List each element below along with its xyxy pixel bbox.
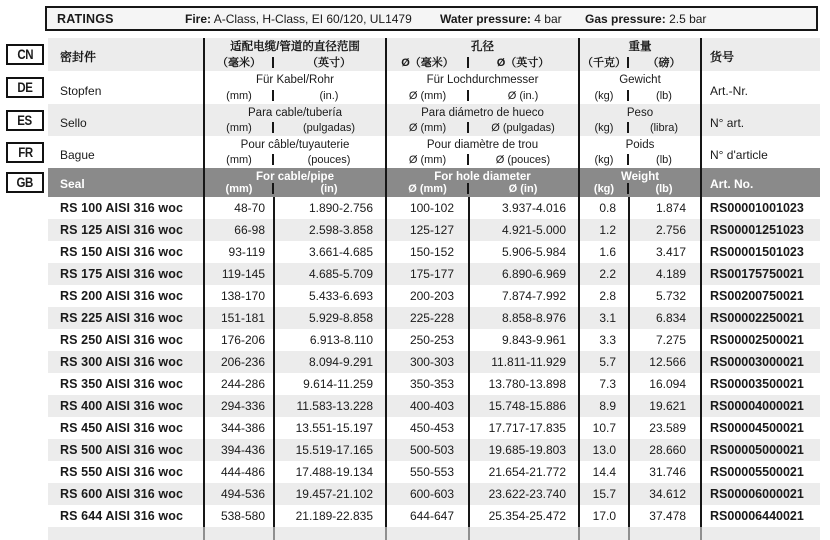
units-divider [467, 183, 469, 194]
table-row [48, 351, 820, 373]
weight-lb-cell: 3.417 [628, 241, 700, 263]
hole-mm-cell: 200-203 [385, 285, 468, 307]
art-no-cell: RS00001501023 [700, 241, 820, 263]
cable-mm-cell: 206-236 [203, 351, 273, 373]
header-units-cable-pipe [205, 57, 385, 69]
table-row [48, 439, 820, 461]
cable-mm-cell: 48-70 [203, 197, 273, 219]
header-unit-imperial: (libra) [649, 122, 679, 134]
seal-name-cell: RS 100 AISI 316 woc [60, 201, 184, 215]
table-row [48, 505, 820, 527]
header-unit-imperial: (pouces) [307, 154, 351, 166]
rating-gas-key: Gas pressure: [585, 11, 666, 26]
cable-in-cell: 5.433-6.693 [273, 285, 385, 307]
art-no-cell: RS00004000021 [700, 395, 820, 417]
header-units-hole-diameter [387, 90, 578, 102]
art-no-cell: RS00001251023 [700, 219, 820, 241]
header-unit-imperial: （英寸） [307, 57, 351, 69]
header-unit-metric: Ø (mm) [408, 90, 447, 102]
cable-in-cell: 17.488-19.134 [273, 461, 385, 483]
header-group-cable-pipe [203, 136, 385, 168]
hole-mm-cell: 250-253 [385, 329, 468, 351]
header-unit-metric: Ø (mm) [408, 154, 447, 166]
weight-lb-cell: 2.756 [628, 219, 700, 241]
art-no-cell: RS00002250021 [700, 307, 820, 329]
hole-in-cell: 5.906-5.984 [468, 241, 578, 263]
hole-in-cell: 15.748-15.886 [468, 395, 578, 417]
hole-in-cell: 23.622-23.740 [468, 483, 578, 505]
cable-in-cell: 6.913-8.110 [273, 329, 385, 351]
units-divider [467, 154, 469, 165]
header-group-label-hole-diameter: 孔径 [471, 41, 494, 53]
weight-kg-cell: 10.7 [578, 417, 628, 439]
header-unit-metric: (mm) [226, 90, 252, 102]
hole-in-cell: 11.811-11.929 [468, 351, 578, 373]
header-group-label-hole-diameter: Pour diamètre de trou [426, 139, 539, 151]
hole-mm-cell: 125-127 [385, 219, 468, 241]
header-unit-metric: Ø (mm) [408, 122, 447, 134]
spec-table [48, 38, 820, 540]
header-group-hole-diameter [385, 104, 578, 136]
table-row [48, 483, 820, 505]
rating-gas-pressure [585, 12, 816, 26]
footer-strip-cell [578, 527, 628, 540]
header-group-hole-diameter [385, 136, 578, 168]
hole-in-cell: 17.717-17.835 [468, 417, 578, 439]
header-unit-imperial: Ø (pouces) [495, 154, 551, 166]
weight-kg-cell: 1.6 [578, 241, 628, 263]
weight-lb-cell: 7.275 [628, 329, 700, 351]
weight-kg-cell: 3.3 [578, 329, 628, 351]
hole-mm-cell: 350-353 [385, 373, 468, 395]
footer-strip-cell [273, 527, 385, 540]
header-unit-metric: (mm) [225, 183, 253, 195]
seal-name-cell: RS 225 AISI 316 woc [60, 311, 184, 325]
header-group-label-weight: Peso [626, 107, 654, 119]
header-units-hole-diameter [387, 57, 578, 69]
seal-column-header: Seal [60, 177, 85, 191]
weight-kg-cell: 0.8 [578, 197, 628, 219]
header-unit-metric: Ø (mm) [408, 183, 447, 195]
language-badge-es [6, 110, 44, 131]
weight-kg-cell: 1.2 [578, 219, 628, 241]
badge-slot [6, 38, 46, 71]
weight-lb-cell: 23.589 [628, 417, 700, 439]
header-unit-metric: (kg) [594, 154, 614, 166]
seal-column-header: Bague [60, 148, 95, 162]
rating-fire-value: A-Class, H-Class, EI 60/120, UL1479 [213, 11, 412, 26]
hole-in-cell: 19.685-19.803 [468, 439, 578, 461]
hole-mm-cell: 300-303 [385, 351, 468, 373]
hole-in-cell: 9.843-9.961 [468, 329, 578, 351]
header-group-weight [578, 71, 700, 104]
header-group-label-hole-diameter: Para diámetro de hueco [421, 107, 544, 119]
hole-mm-cell: 644-647 [385, 505, 468, 527]
header-unit-imperial: Ø (in.) [507, 90, 539, 102]
seal-name-cell: RS 300 AISI 316 woc [60, 355, 184, 369]
art-no-column-header: 货号 [700, 38, 820, 71]
table-row [48, 373, 820, 395]
units-divider [627, 122, 629, 133]
header-unit-metric: (kg) [594, 122, 614, 134]
language-badge-label: FR [17, 144, 33, 160]
weight-kg-cell: 7.3 [578, 373, 628, 395]
art-no-cell: RS00005500021 [700, 461, 820, 483]
header-group-hole-diameter [385, 71, 578, 104]
header-units-cable-pipe [205, 183, 385, 195]
cable-mm-cell: 151-181 [203, 307, 273, 329]
units-divider [627, 57, 629, 68]
header-group-hole-diameter [385, 168, 578, 197]
art-no-cell: RS00003500021 [700, 373, 820, 395]
units-divider [272, 122, 274, 133]
header-units-weight [580, 90, 700, 102]
rating-water-key: Water pressure: [440, 11, 531, 26]
weight-kg-cell: 8.9 [578, 395, 628, 417]
cable-in-cell: 3.661-4.685 [273, 241, 385, 263]
units-divider [272, 154, 274, 165]
weight-kg-cell: 17.0 [578, 505, 628, 527]
header-units-cable-pipe [205, 154, 385, 166]
header-unit-imperial: (in) [320, 183, 338, 195]
art-no-column-header: Art. No. [700, 168, 820, 197]
hole-mm-cell: 175-177 [385, 263, 468, 285]
footer-strip-cell [385, 527, 468, 540]
table-row [48, 417, 820, 439]
header-unit-metric: Ø（毫米） [401, 57, 454, 69]
hole-mm-cell: 600-603 [385, 483, 468, 505]
header-unit-metric: (mm) [226, 154, 252, 166]
hole-mm-cell: 150-152 [385, 241, 468, 263]
header-units-weight [580, 122, 700, 134]
table-row [48, 241, 820, 263]
header-group-label-cable-pipe: Para cable/tubería [248, 107, 342, 119]
units-divider [627, 154, 629, 165]
hole-mm-cell: 450-453 [385, 417, 468, 439]
cable-in-cell: 1.890-2.756 [273, 197, 385, 219]
header-unit-metric: (mm) [226, 122, 252, 134]
art-no-cell: RS00200750021 [700, 285, 820, 307]
cable-mm-cell: 494-536 [203, 483, 273, 505]
language-badge-cn [6, 44, 44, 65]
art-no-column-header: Art.-Nr. [700, 71, 820, 104]
cable-mm-cell: 176-206 [203, 329, 273, 351]
weight-kg-cell: 13.0 [578, 439, 628, 461]
header-unit-metric: （千克） [582, 57, 626, 69]
badge-slot [6, 104, 46, 136]
art-no-cell: RS00006440021 [700, 505, 820, 527]
cable-in-cell: 19.457-21.102 [273, 483, 385, 505]
units-divider [467, 57, 469, 68]
ratings-title: RATINGS [57, 11, 114, 26]
table-row [48, 329, 820, 351]
art-no-cell: RS00005000021 [700, 439, 820, 461]
header-group-hole-diameter [385, 38, 578, 71]
art-no-cell: RS00004500021 [700, 417, 820, 439]
weight-kg-cell: 14.4 [578, 461, 628, 483]
weight-kg-cell: 3.1 [578, 307, 628, 329]
art-no-cell: RS00003000021 [700, 351, 820, 373]
header-group-cable-pipe [203, 168, 385, 197]
header-row-de [48, 71, 820, 104]
hole-in-cell: 6.890-6.969 [468, 263, 578, 285]
rating-fire [185, 12, 440, 26]
cable-mm-cell: 93-119 [203, 241, 273, 263]
header-group-label-weight: 重量 [628, 41, 652, 53]
units-divider [272, 57, 274, 68]
header-group-weight [578, 104, 700, 136]
header-group-label-hole-diameter: Für Lochdurchmesser [426, 74, 539, 86]
header-unit-metric: (kg) [593, 183, 615, 195]
header-unit-metric: （毫米） [217, 57, 261, 69]
header-group-label-cable-pipe: 适配电缆/管道的直径范围 [230, 41, 360, 53]
art-no-column-header: N° d'article [700, 136, 820, 168]
weight-lb-cell: 19.621 [628, 395, 700, 417]
header-unit-imperial: (lb) [656, 154, 672, 166]
header-unit-imperial: (lb) [656, 90, 672, 102]
hole-mm-cell: 500-503 [385, 439, 468, 461]
header-unit-imperial: (in.) [319, 90, 339, 102]
seal-name-cell: RS 125 AISI 316 woc [60, 223, 184, 237]
footer-strip-cell [700, 527, 820, 540]
header-units-hole-diameter [387, 122, 578, 134]
art-no-column-header: N° art. [700, 104, 820, 136]
header-group-label-weight: Weight [620, 171, 660, 183]
hole-in-cell: 25.354-25.472 [468, 505, 578, 527]
header-unit-imperial: (lb) [655, 183, 673, 195]
cable-mm-cell: 538-580 [203, 505, 273, 527]
art-no-cell: RS00006000021 [700, 483, 820, 505]
weight-lb-cell: 34.612 [628, 483, 700, 505]
table-footer-strip [48, 527, 820, 540]
rating-water-pressure [440, 12, 585, 26]
seal-name-cell: RS 644 AISI 316 woc [60, 509, 184, 523]
language-badge-label: DE [17, 80, 33, 95]
weight-kg-cell: 5.7 [578, 351, 628, 373]
units-divider [272, 90, 274, 101]
header-group-label-weight: Gewicht [619, 74, 661, 86]
rating-fire-key: Fire: [185, 11, 212, 26]
header-unit-imperial: (pulgadas) [303, 122, 355, 134]
table-rows [48, 197, 820, 527]
seal-name-cell: RS 150 AISI 316 woc [60, 245, 184, 259]
table-row [48, 197, 820, 219]
hole-mm-cell: 100-102 [385, 197, 468, 219]
header-group-label-cable-pipe: Für Kabel/Rohr [256, 74, 334, 86]
footer-strip-cell [628, 527, 700, 540]
seal-name-cell: RS 200 AISI 316 woc [60, 289, 184, 303]
units-divider [272, 183, 274, 194]
header-row-cn [48, 38, 820, 71]
table-row [48, 307, 820, 329]
cable-in-cell: 5.929-8.858 [273, 307, 385, 329]
table-row [48, 285, 820, 307]
table-header-rows [48, 38, 820, 197]
weight-lb-cell: 4.189 [628, 263, 700, 285]
hole-mm-cell: 400-403 [385, 395, 468, 417]
header-units-hole-diameter [387, 183, 578, 195]
header-group-label-cable-pipe: For cable/pipe [256, 171, 334, 183]
header-units-hole-diameter [387, 154, 578, 166]
header-group-label-hole-diameter: For hole diameter [434, 171, 531, 183]
language-badge-label: ES [17, 112, 33, 128]
cable-mm-cell: 66-98 [203, 219, 273, 241]
art-no-cell: RS00175750021 [700, 263, 820, 285]
seal-column-header: 密封件 [60, 50, 97, 64]
hole-in-cell: 7.874-7.992 [468, 285, 578, 307]
seal-column-header: Sello [60, 116, 87, 130]
header-unit-imperial: Ø（英寸） [496, 57, 550, 69]
language-badge-de [6, 77, 44, 98]
table-row [48, 219, 820, 241]
header-group-cable-pipe [203, 71, 385, 104]
cable-mm-cell: 444-486 [203, 461, 273, 483]
seal-name-cell: RS 600 AISI 316 woc [60, 487, 184, 501]
hole-in-cell: 13.780-13.898 [468, 373, 578, 395]
header-unit-imperial: （磅） [647, 57, 681, 69]
cable-mm-cell: 344-386 [203, 417, 273, 439]
header-units-cable-pipe [205, 122, 385, 134]
hole-in-cell: 21.654-21.772 [468, 461, 578, 483]
header-unit-imperial: Ø (in) [508, 183, 538, 195]
weight-lb-cell: 16.094 [628, 373, 700, 395]
seal-name-cell: RS 500 AISI 316 woc [60, 443, 184, 457]
header-row-es [48, 104, 820, 136]
cable-in-cell: 21.189-22.835 [273, 505, 385, 527]
cable-in-cell: 8.094-9.291 [273, 351, 385, 373]
language-badge-label: CN [17, 47, 33, 62]
badge-slot [6, 71, 46, 104]
seal-name-cell: RS 400 AISI 316 woc [60, 399, 184, 413]
units-divider [627, 90, 629, 101]
weight-lb-cell: 6.834 [628, 307, 700, 329]
seal-name-cell: RS 550 AISI 316 woc [60, 465, 184, 479]
header-group-weight [578, 168, 700, 197]
cable-in-cell: 2.598-3.858 [273, 219, 385, 241]
header-unit-imperial: Ø (pulgadas) [491, 122, 555, 134]
badge-slot [6, 168, 46, 197]
table-row [48, 461, 820, 483]
rating-water-value: 4 bar [534, 11, 562, 26]
header-row-fr [48, 136, 820, 168]
footer-strip-cell [203, 527, 273, 540]
language-badges [6, 38, 46, 197]
cable-in-cell: 9.614-11.259 [273, 373, 385, 395]
header-units-weight [580, 154, 700, 166]
hole-in-cell: 8.858-8.976 [468, 307, 578, 329]
weight-lb-cell: 31.746 [628, 461, 700, 483]
weight-kg-cell: 2.8 [578, 285, 628, 307]
header-group-label-cable-pipe: Pour câble/tuyauterie [240, 139, 350, 151]
header-row-gb [48, 168, 820, 197]
art-no-cell: RS00002500021 [700, 329, 820, 351]
ratings-bar [45, 6, 818, 31]
hole-in-cell: 4.921-5.000 [468, 219, 578, 241]
seal-name-cell: RS 450 AISI 316 woc [60, 421, 184, 435]
weight-lb-cell: 28.660 [628, 439, 700, 461]
cable-in-cell: 15.519-17.165 [273, 439, 385, 461]
footer-strip-cell [468, 527, 578, 540]
cable-in-cell: 13.551-15.197 [273, 417, 385, 439]
language-badge-fr [6, 142, 44, 163]
weight-lb-cell: 5.732 [628, 285, 700, 307]
language-badge-label: GB [16, 175, 34, 190]
header-group-cable-pipe [203, 38, 385, 71]
weight-lb-cell: 12.566 [628, 351, 700, 373]
footer-strip-cell [48, 527, 203, 540]
cable-mm-cell: 138-170 [203, 285, 273, 307]
cable-mm-cell: 119-145 [203, 263, 273, 285]
hole-in-cell: 3.937-4.016 [468, 197, 578, 219]
header-units-weight [580, 57, 700, 69]
art-no-cell: RS00001001023 [700, 197, 820, 219]
seal-name-cell: RS 350 AISI 316 woc [60, 377, 184, 391]
cable-in-cell: 11.583-13.228 [273, 395, 385, 417]
rating-gas-value: 2.5 bar [669, 11, 707, 26]
header-group-cable-pipe [203, 104, 385, 136]
cable-in-cell: 4.685-5.709 [273, 263, 385, 285]
weight-kg-cell: 2.2 [578, 263, 628, 285]
table-row [48, 395, 820, 417]
header-units-weight [580, 183, 700, 195]
units-divider [627, 183, 629, 194]
badge-slot [6, 136, 46, 168]
cable-mm-cell: 294-336 [203, 395, 273, 417]
header-group-weight [578, 136, 700, 168]
cable-mm-cell: 394-436 [203, 439, 273, 461]
seal-column-header: Stopfen [60, 84, 102, 98]
units-divider [467, 122, 469, 133]
weight-lb-cell: 1.874 [628, 197, 700, 219]
header-group-label-weight: Poids [625, 139, 655, 151]
language-badge-gb [6, 172, 44, 193]
hole-mm-cell: 225-228 [385, 307, 468, 329]
seal-name-cell: RS 175 AISI 316 woc [60, 267, 184, 281]
header-units-cable-pipe [205, 90, 385, 102]
header-group-weight [578, 38, 700, 71]
table-row [48, 263, 820, 285]
cable-mm-cell: 244-286 [203, 373, 273, 395]
hole-mm-cell: 550-553 [385, 461, 468, 483]
weight-lb-cell: 37.478 [628, 505, 700, 527]
weight-kg-cell: 15.7 [578, 483, 628, 505]
header-unit-metric: (kg) [594, 90, 614, 102]
seal-name-cell: RS 250 AISI 316 woc [60, 333, 184, 347]
units-divider [467, 90, 469, 101]
